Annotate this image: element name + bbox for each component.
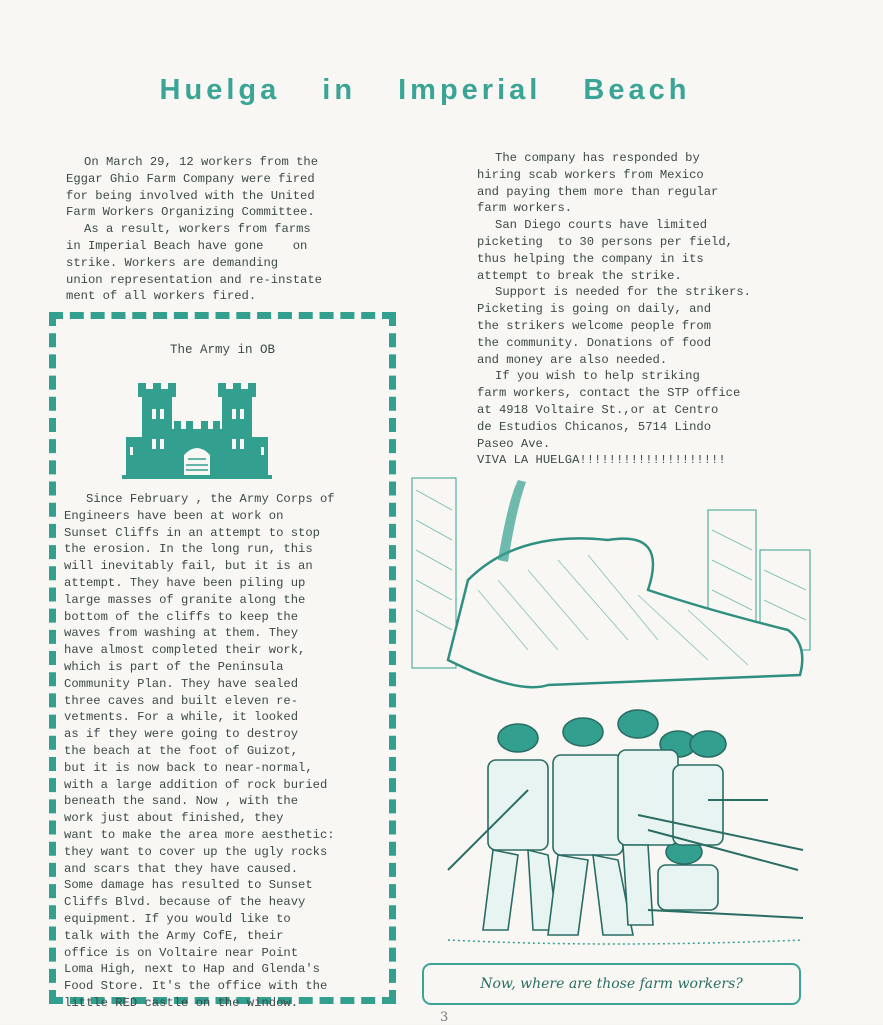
box-line: have almost completed their work, bbox=[64, 643, 306, 658]
right-line: and paying them more than regular bbox=[477, 184, 719, 199]
right-line: picketing to 30 persons per field, bbox=[477, 234, 733, 249]
box-line: Some damage has resulted to Sunset bbox=[64, 878, 313, 893]
box-article bbox=[64, 491, 394, 1012]
box-line: work just about finished, they bbox=[64, 811, 284, 826]
box-line: equipment. If you would like to bbox=[64, 911, 291, 926]
right-line: hiring scab workers from Mexico bbox=[477, 167, 704, 182]
right-line: farm workers, contact the STP office bbox=[477, 386, 741, 401]
left-line: for being involved with the United bbox=[66, 188, 315, 203]
right-line: farm workers. bbox=[477, 201, 573, 216]
box-line: but it is now back to near-normal, bbox=[64, 760, 313, 775]
box-line: three caves and built eleven re- bbox=[64, 693, 299, 708]
left-line: in Imperial Beach have gone on bbox=[66, 238, 308, 253]
right-line: thus helping the company in its bbox=[477, 251, 704, 266]
right-line: at 4918 Voltaire St.,or at Centro bbox=[477, 402, 719, 417]
box-line: will inevitably fail, but it is an bbox=[64, 559, 313, 574]
left-line: As a result, workers from farms bbox=[84, 222, 311, 237]
box-line: office is on Voltaire near Point bbox=[64, 945, 299, 960]
box-line: waves from washing at them. They bbox=[64, 626, 299, 641]
box-line: large masses of granite along the bbox=[64, 592, 306, 607]
box-line: they want to cover up the ugly rocks bbox=[64, 844, 328, 859]
headline: Huelga in Imperial Beach bbox=[159, 74, 691, 106]
box-line: Sunset Cliffs in an attempt to stop bbox=[64, 525, 320, 540]
right-line: Support is needed for the strikers. bbox=[495, 285, 751, 300]
cartoon-caption: Now, where are those farm workers? bbox=[480, 976, 743, 992]
page-number: 3 bbox=[440, 1010, 449, 1025]
box-line: which is part of the Peninsula bbox=[64, 659, 284, 674]
box-line: bottom of the cliffs to keep the bbox=[64, 609, 299, 624]
left-line: strike. Workers are demanding bbox=[66, 255, 279, 270]
right-line: Picketing is going on daily, and bbox=[477, 302, 712, 317]
right-line: If you wish to help striking bbox=[495, 369, 700, 384]
box-line: Cliffs Blvd. because of the heavy bbox=[64, 895, 306, 910]
box-line: Community Plan. They have sealed bbox=[64, 676, 299, 691]
right-line: VIVA LA HUELGA!!!!!!!!!!!!!!!!!!!! bbox=[477, 453, 726, 468]
right-column bbox=[477, 150, 797, 469]
box-line: Engineers have been at work on bbox=[64, 508, 284, 523]
castle-icon bbox=[122, 379, 272, 483]
right-line: the community. Donations of food bbox=[477, 335, 712, 350]
box-line: the erosion. In the long run, this bbox=[64, 542, 313, 557]
box-line: attempt. They have been piling up bbox=[64, 575, 306, 590]
box-line: little RED castle on the window. bbox=[64, 995, 299, 1010]
right-line: The company has responded by bbox=[495, 151, 700, 165]
box-line: want to make the area more aesthetic: bbox=[64, 827, 335, 842]
box-line: and scars that they have caused. bbox=[64, 861, 299, 876]
left-line: Eggar Ghio Farm Company were fired bbox=[66, 171, 315, 186]
left-line: union representation and re-instate bbox=[66, 272, 322, 287]
left-line: Farm Workers Organizing Committee. bbox=[66, 205, 315, 220]
left-line: On March 29, 12 workers from the bbox=[84, 155, 319, 169]
right-line: attempt to break the strike. bbox=[477, 268, 682, 283]
box-line: Since February , the Army Corps of bbox=[64, 492, 335, 506]
cartoon-caption-box bbox=[422, 963, 801, 1005]
box-line: vetments. For a while, it looked bbox=[64, 710, 299, 725]
box-line: Food Store. It's the office with the bbox=[64, 979, 328, 994]
box-title: The Army in OB bbox=[169, 343, 276, 357]
boot-shape bbox=[448, 538, 802, 687]
army-sidebar-box bbox=[49, 312, 396, 1010]
box-line: talk with the Army CofE, their bbox=[64, 928, 284, 943]
box-line: the beach at the foot of Guizot, bbox=[64, 743, 299, 758]
right-line: de Estudios Chicanos, 5714 Lindo bbox=[477, 419, 712, 434]
left-line: ment of all workers fired. bbox=[66, 289, 257, 304]
box-line: with a large addition of rock buried bbox=[64, 777, 328, 792]
box-line: as if they were going to destroy bbox=[64, 727, 299, 742]
left-column bbox=[66, 154, 366, 305]
right-line: San Diego courts have limited bbox=[495, 218, 708, 233]
cartoon-illustration bbox=[408, 470, 820, 950]
right-line: the strikers welcome people from bbox=[477, 318, 712, 333]
box-line: beneath the sand. Now , with the bbox=[64, 794, 299, 809]
right-line: and money are also needed. bbox=[477, 352, 668, 367]
box-line: Loma High, next to Hap and Glenda's bbox=[64, 962, 320, 977]
right-line: Paseo Ave. bbox=[477, 436, 551, 451]
